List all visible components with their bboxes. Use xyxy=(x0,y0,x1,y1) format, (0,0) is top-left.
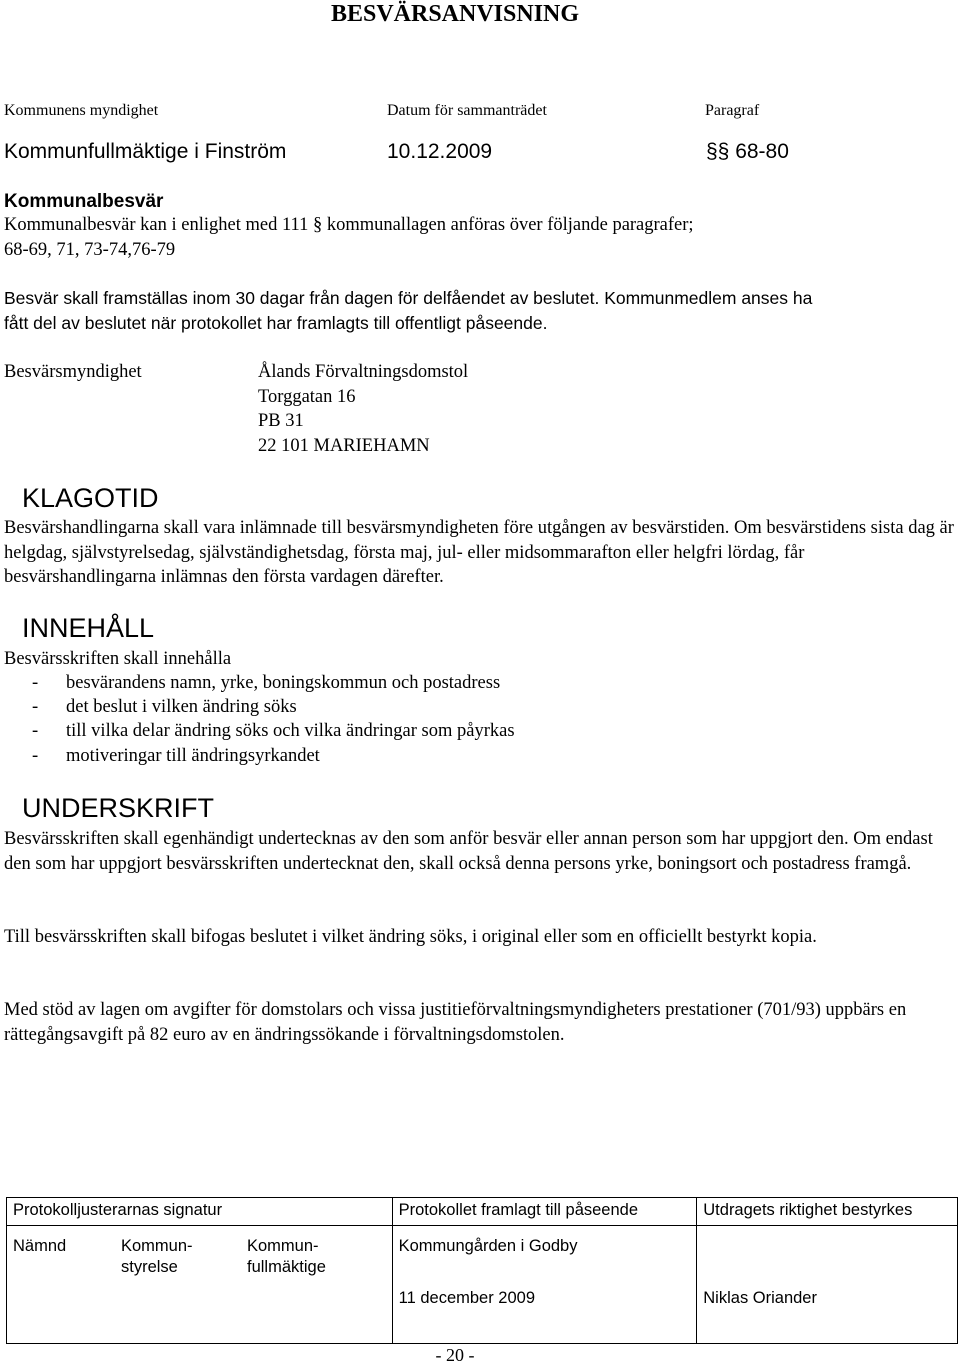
underskrift-heading: UNDERSKRIFT xyxy=(22,793,215,823)
besvar-paragraph-line2: fått del av beslutet när protokollet har framlagts till offentligt påseende. xyxy=(4,313,548,333)
innehall-heading: INNEHÅLL xyxy=(22,613,155,643)
list-dash: - xyxy=(32,673,39,693)
list-item-text: till vilka delar ändring söks och vilka ändringar som påyrkas xyxy=(66,721,515,741)
document-title: BESVÄRSANVISNING xyxy=(330,1,580,27)
meta-label-date: Datum för sammanträdet xyxy=(387,102,547,119)
certified-header-cell: Utdragets riktighet bestyrkes xyxy=(697,1198,958,1226)
innehall-intro: Besvärsskriften skall innehålla xyxy=(4,649,232,669)
meta-label-paragraph: Paragraf xyxy=(705,102,760,119)
underskrift-paragraph-3: Med stöd av lagen om avgifter för domstolars och vissa justitieförvaltningsmyndigheters prestationer (701/93) uppbärs en rättegångsavgift på 82 euro av en ändringssökande i förvaltningsdomstolen. xyxy=(4,1000,907,1045)
page-number: - 20 - xyxy=(435,1345,475,1365)
list-dash: - xyxy=(32,697,39,717)
address-line: Torggatan 16 xyxy=(258,387,356,407)
meta-date: 10.12.2009 xyxy=(387,140,493,163)
kommunalbesvar-line1: Kommunalbesvär kan i enlighet med 111 § kommunallagen anföras över följande paragrafer; xyxy=(4,215,694,235)
meta-paragraph: §§ 68-80 xyxy=(706,140,789,163)
namnd-label: Nämnd xyxy=(13,1237,67,1255)
meta-label-authority: Kommunens myndighet xyxy=(4,102,159,119)
klagotid-text: Besvärshandlingarna skall vara inlämnade till besvärsmyndigheten före utgången av besvärstiden. Om besvärstidens sista dag är helgdag, självstyrelsedag, självständighetsdag, första maj, jul- eller midsommarafton eller helgfri lördag, får besvärshandlingarna inlämnas den första vardagen därefter. xyxy=(4,518,954,587)
kommunfullmaktige-line2: fullmäktige xyxy=(247,1258,326,1276)
klagotid-heading: KLAGOTID xyxy=(22,483,159,513)
besvarsmyndighet-label: Besvärsmyndighet xyxy=(4,362,142,382)
besvar-paragraph-line1: Besvär skall framställas inom 30 dagar från dagen för delfåendet av beslutet. Kommunmedlem anses ha xyxy=(4,288,813,308)
signature-table xyxy=(6,1197,958,1344)
signer-cell xyxy=(697,1226,958,1344)
underskrift-paragraph-1: Besvärsskriften skall egenhändigt undertecknas av den som anför besvär eller annan person som har uppgjort den. Om endast den som har uppgjort besvärsskriften undertecknat den, skall också denna persons yrke, boningsort och postadress framgå. xyxy=(4,829,933,874)
date-text: 11 december 2009 xyxy=(398,1289,535,1307)
list-dash: - xyxy=(32,721,39,741)
kommunalbesvar-line2: 68-69, 71, 73-74,76-79 xyxy=(4,240,176,260)
bodies-cell xyxy=(7,1226,393,1344)
list-item-text: det beslut i vilken ändring söks xyxy=(66,697,297,717)
list-dash: - xyxy=(32,746,39,766)
list-item-text: motiveringar till ändringsyrkandet xyxy=(66,746,320,766)
address-line: 22 101 MARIEHAMN xyxy=(258,436,430,456)
list-item-text: besvärandens namn, yrke, boningskommun och postadress xyxy=(66,673,501,693)
kommunstyrelse-line2: styrelse xyxy=(121,1258,178,1276)
address-line: PB 31 xyxy=(258,411,304,431)
kommunalbesvar-heading: Kommunalbesvär xyxy=(4,191,164,212)
underskrift-paragraph-2: Till besvärsskriften skall bifogas beslutet i vilket ändring söks, i original eller som en officiellt bestyrkt kopia. xyxy=(4,927,817,947)
place-text: Kommungården i Godby xyxy=(398,1237,578,1255)
signer-name: Niklas Oriander xyxy=(703,1289,817,1307)
kommunfullmaktige-line1: Kommun- xyxy=(247,1237,319,1255)
address-line: Ålands Förvaltningsdomstol xyxy=(258,362,469,382)
signature-header-cell: Protokolljusterarnas signatur xyxy=(7,1198,393,1226)
display-header-cell: Protokollet framlagt till påseende xyxy=(392,1198,697,1226)
kommunstyrelse-line1: Kommun- xyxy=(121,1237,193,1255)
place-date-cell xyxy=(392,1226,697,1344)
meta-authority: Kommunfullmäktige i Finström xyxy=(4,140,287,163)
